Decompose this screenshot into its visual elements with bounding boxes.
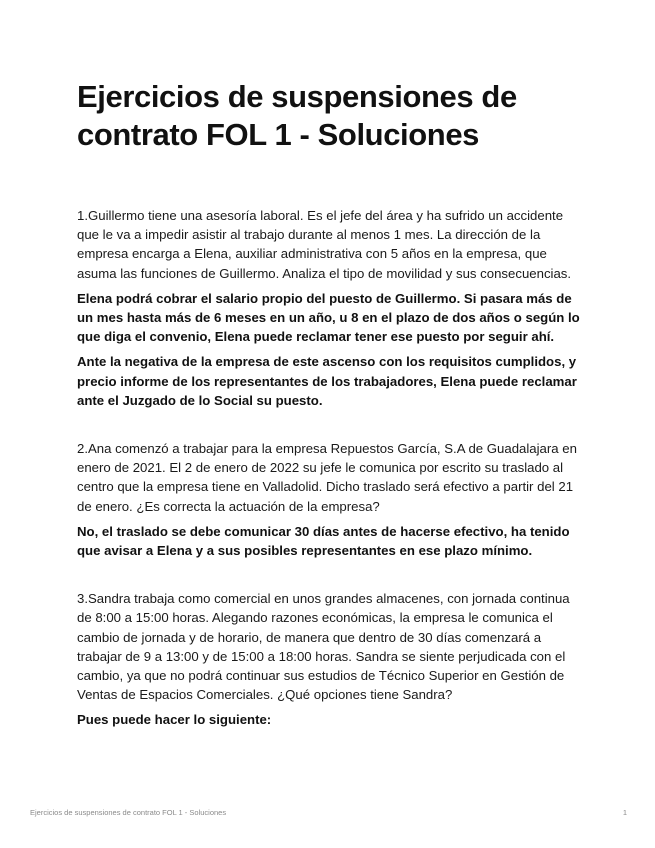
exercise-2-answer-1: No, el traslado se debe comunicar 30 días antes de hacerse efectivo, ha tenido que avisar a Elena y a sus posibles representantes en ese plazo mínimo. <box>77 523 570 559</box>
exercise-3-answer-1: Pues puede hacer lo siguiente: <box>77 712 272 728</box>
exercise-3-question: 3.Sandra trabaja como comercial en unos grandes almacenes, con jornada continua de 8:00 a 15:00 horas. Alegando razones económicas, la empresa le comunica el cambio de jornada y de horario, de manera que dentro de 30 días comenzará a trabajar de 9 a 13:00 y de 15:00 a 18:00 horas. Sandra se siente perjudicada con el cambio, ya que no podrá continuar sus estudios de Técnico Superior en Gestión de Ventas de Espacios Comerciales. ¿Qué opciones tiene Sandra? <box>77 591 570 703</box>
exercise-3 <box>77 589 582 729</box>
exercise-2-question: 2.Ana comenzó a trabajar para la empresa Repuestos García, S.A de Guadalajara en enero de 2021. El 2 de enero de 2022 su jefe le comunica por escrito su traslado al centro que la empresa tiene en Valladolid. Dicho traslado será efectivo a partir del 21 de enero. ¿Es correcta la actuación de la empresa? <box>77 441 577 514</box>
footer-title: Ejercicios de suspensiones de contrato FOL 1 - Soluciones <box>30 808 227 817</box>
page-title: Ejercicios de suspensiones de contrato FOL 1 - Soluciones <box>77 79 517 152</box>
document-body <box>77 206 582 730</box>
exercise-1-answer-1: Elena podrá cobrar el salario propio del puesto de Guillermo. Si pasara más de un mes hasta más de 6 meses en un año, u 8 en el plazo de dos años o según lo que diga el convenio, Elena puede reclamar tener ese puesto por seguir ahí. <box>77 290 580 345</box>
exercise-2 <box>77 439 582 560</box>
exercise-1 <box>77 206 582 410</box>
exercise-1-answer-2: Ante la negativa de la empresa de este ascenso con los requisitos cumplidos, y precio informe de los representantes de los trabajadores, Elena puede reclamar ante el Juzgado de lo Social su puesto. <box>77 354 577 408</box>
exercise-1-question: 1.Guillermo tiene una asesoría laboral. Es el jefe del área y ha sufrido un accidente que le va a impedir asistir al trabajo durante al menos 1 mes. La dirección de la empresa encarga a Elena, auxiliar administrativa con 5 años en la empresa, que asuma las funciones de Guillermo. Analiza el tipo de movilidad y sus consecuencias. <box>77 208 572 281</box>
footer-page-number: 1 <box>622 808 627 817</box>
